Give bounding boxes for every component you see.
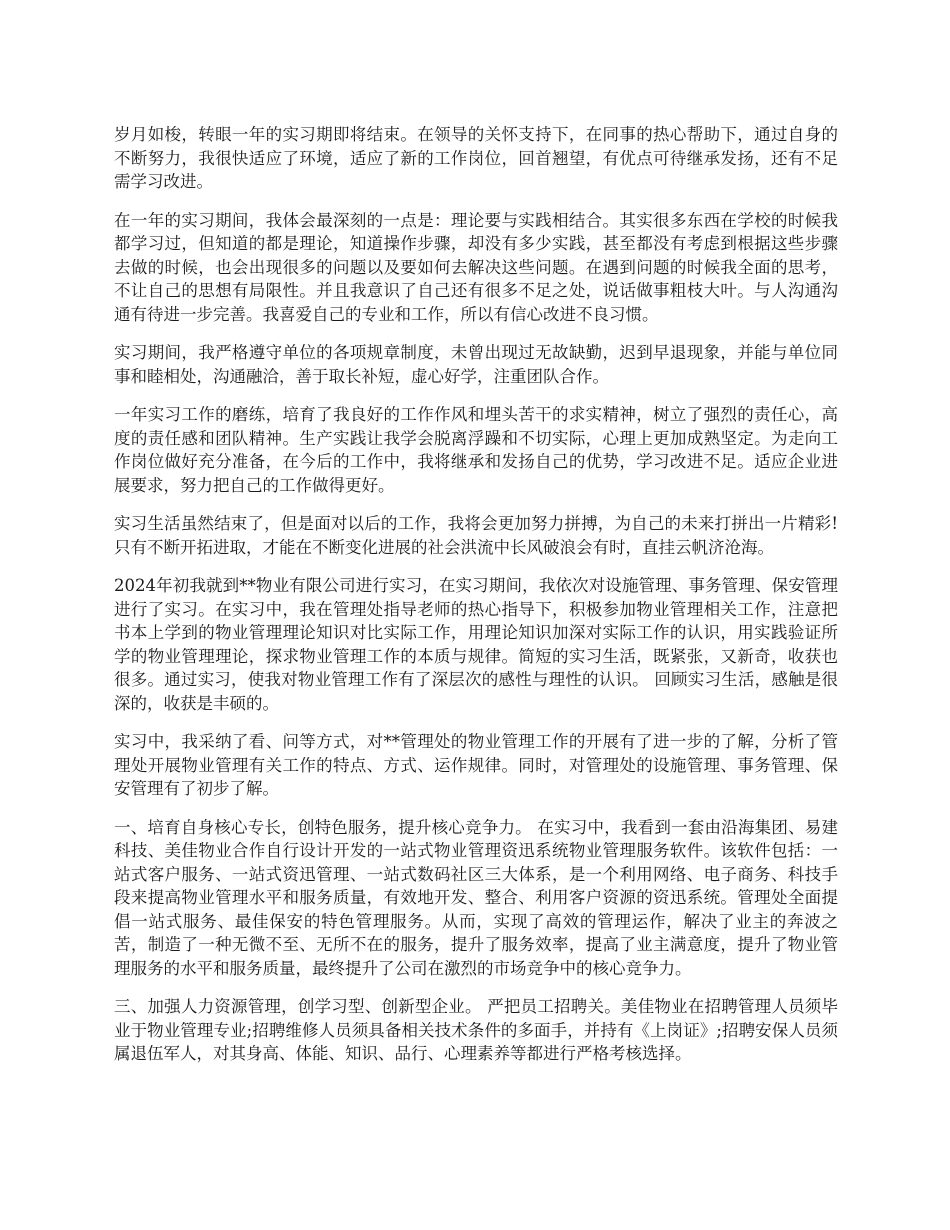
- paragraph-human-resources: 三、加强人力资源管理，创学习型、创新型企业。 严把员工招聘关。美佳物业在招聘管理人员须毕业于物业管理专业;招聘维修人员须具备相关技术条件的多面手，并持有《上岗证》;招聘安保人员须属退伍军人，对其身高、体能、知识、品行、心理素养等都进行严格考核选择。: [114, 997, 838, 1063]
- paragraph-theory-practice: 在一年的实习期间，我体会最深刻的一点是：理论要与实践相结合。其实很多东西在学校的时候我都学习过，但知道的都是理论，知道操作步骤，却没有多少实践，甚至都没有考虑到根据这些步骤去做的时候，也会出现很多的问题以及要如何去解决这些问题。在遇到问题的时候我全面的思考，不让自己的思想有局限性。并且我意识了自己还有很多不足之处，说话做事粗枝大叶。与人沟通沟通有待进一步完善。我喜爱自己的专业和工作，所以有信心改进不良习惯。: [114, 210, 838, 324]
- paragraph-discipline: 实习期间，我严格遵守单位的各项规章制度，未曾出现过无故缺勤，迟到早退现象，并能与单位同事和睦相处，沟通融洽，善于取长补短，虚心好学，注重团队合作。: [114, 343, 838, 386]
- paragraph-future: 实习生活虽然结束了，但是面对以后的工作，我将会更加努力拼搏，为自己的未来打拼出一片精彩!只有不断开拓进取，才能在不断变化进展的社会洪流中长风破浪会有时，直挂云帆济沧海。: [114, 514, 838, 557]
- document-body: [114, 123, 838, 1081]
- paragraph-internship-start: 2024年初我就到**物业有限公司进行实习，在实习期间，我依次对设施管理、事务管理、保安管理进行了实习。在实习中，我在管理处指导老师的热心指导下，积极参加物业管理相关工作，注意把书本上学到的物业管理理论知识对比实际工作，用理论知识加深对实际工作的认识，用实践验证所学的物业管理理论，探求物业管理工作的本质与规律。简短的实习生活，既紧张，又新奇，收获也很多。通过实习，使我对物业管理工作有了深层次的感性与理性的认识。 回顾实习生活，感触是很深的，收获是丰硕的。: [114, 576, 838, 713]
- paragraph-growth: 一年实习工作的磨练，培育了我良好的工作作风和埋头苦干的求实精神，树立了强烈的责任心，高度的责任感和团队精神。生产实践让我学会脱离浮躁和不切实际，心理上更加成熟坚定。为走向工作岗位做好充分准备，在今后的工作中，我将继承和发扬自己的优势，学习改进不足。适应企业进展要求，努力把自己的工作做得更好。: [114, 405, 838, 495]
- paragraph-intro: 岁月如梭，转眼一年的实习期即将结束。在领导的关怀支持下，在同事的热心帮助下，通过自身的不断努力，我很快适应了环境，适应了新的工作岗位，回首翘望，有优点可待继承发扬，还有不足需学习改进。: [114, 125, 838, 191]
- paragraph-core-competence: 一、培育自身核心专长，创特色服务，提升核心竞争力。 在实习中，我看到一套由沿海集团、易建科技、美佳物业合作自行设计开发的一站式物业管理资迅系统物业管理服务软件。该软件包括：一站式客户服务、一站式资迅管理、一站式数码社区三大体系，是一个利用网络、电子商务、科技手段来提高物业管理水平和服务质量，有效地开发、整合、利用客户资源的资迅系统。管理处全面提倡一站式服务、最佳保安的特色管理服务。从而，实现了高效的管理运作，解决了业主的奔波之苦，制造了一种无微不至、无所不在的服务，提升了服务效率，提高了业主满意度，提升了物业管理服务的水平和服务质量，最终提升了公司在激烈的市场竞争中的核心竞争力。: [114, 817, 838, 978]
- paragraph-methods: 实习中，我采纳了看、问等方式，对**管理处的物业管理工作的开展有了进一步的了解，分析了管理处开展物业管理有关工作的特点、方式、运作规律。同时，对管理处的设施管理、事务管理、保安管理有了初步了解。: [114, 732, 838, 798]
